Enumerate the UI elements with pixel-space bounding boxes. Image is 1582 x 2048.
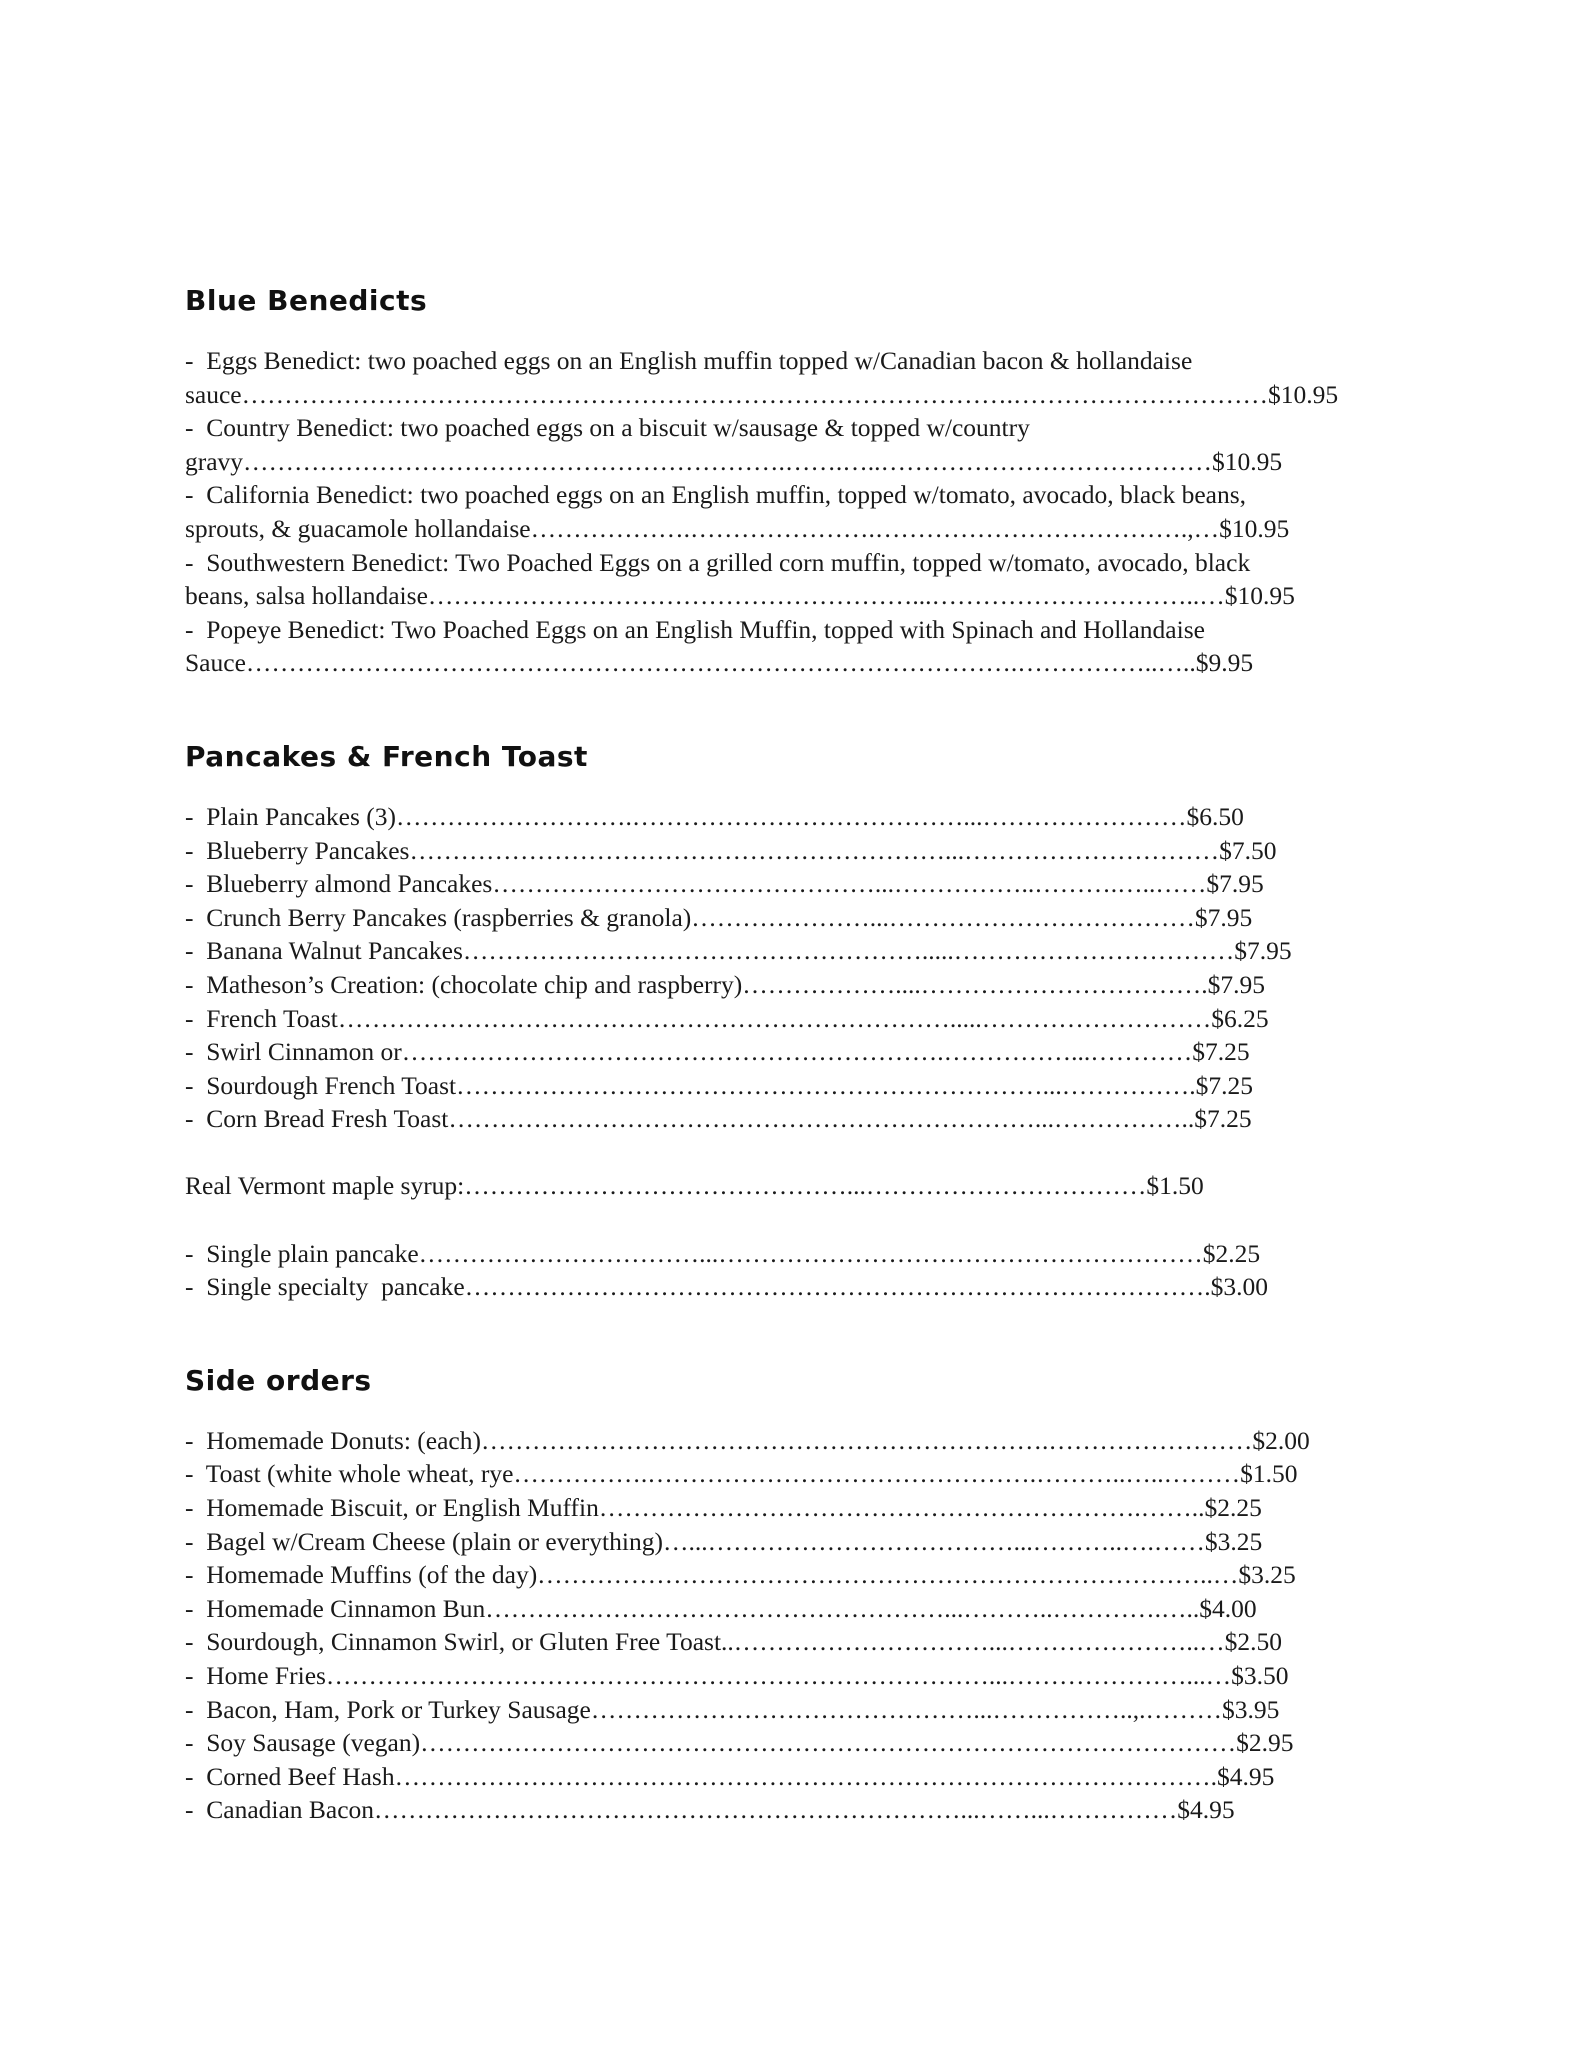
menu-line: - Bacon, Ham, Pork or Turkey Sausage………………………………………...……………..,.………$3.95 bbox=[185, 1694, 1280, 1724]
section-title: Blue Benedicts bbox=[185, 284, 428, 317]
menu-line: - Sourdough, Cinnamon Swirl, or Gluten Free Toast..…………………………...…………………..…$2.50 bbox=[185, 1627, 1283, 1657]
section-title: Pancakes & French Toast bbox=[185, 739, 588, 773]
section-title: Side orders bbox=[185, 1363, 372, 1397]
menu-line: - Homemade Donuts: (each)………………………………………………………….……………………$2.00 bbox=[185, 1425, 1310, 1455]
menu-line: - Blueberry almond Pancakes………………………………………...……………..……….…..……$7.95 bbox=[185, 869, 1264, 899]
section-pancakes-french-toast bbox=[185, 726, 1385, 1304]
menu-line: - Home Fries……………………………………………………………………...…………………...…$3.50 bbox=[185, 1661, 1289, 1690]
menu-line: - Matheson’s Creation: (chocolate chip and raspberry)………………....…………………………….$7.95 bbox=[185, 969, 1266, 999]
menu-line: sauce……………………………………………………………………………….…………………………$10.95 bbox=[185, 379, 1339, 409]
menu-line: Sauce……………………………………………………………………………….……………..…..$9.95 bbox=[185, 648, 1254, 678]
menu-line: - Homemade Biscuit, or English Muffin……………………………………………………….……..$2.25 bbox=[185, 1493, 1262, 1523]
menu-line: - Popeye Benedict: Two Poached Eggs on an English Muffin, topped with Spinach and Hollandaise bbox=[185, 614, 1205, 644]
menu-line-syrup: Real Vermont maple syrup:………………………………………...……………………………$1.50 bbox=[185, 1171, 1204, 1201]
section-side-orders bbox=[185, 1350, 1385, 1827]
menu-line: - Eggs Benedict: two poached eggs on an English muffin topped w/Canadian bacon & hollandaise bbox=[185, 346, 1193, 375]
menu-line: - Homemade Muffins (of the day)……………………………………………………………………..…$3.25 bbox=[185, 1560, 1296, 1590]
menu-line: beans, salsa hollandaise…………………………………………………...…………………………..…$10.95 bbox=[185, 581, 1295, 611]
menu-line: - Country Benedict: two poached eggs on a biscuit w/sausage & topped w/country bbox=[185, 413, 1030, 443]
menu-line: - Single specialty pancake…………………………………………………………………………….$3.00 bbox=[185, 1272, 1268, 1302]
menu-line: - Homemade Cinnamon Bun………………………………………………...………..………….…..$4.00 bbox=[185, 1593, 1257, 1623]
menu-line: - Banana Walnut Pancakes……………………………………………….....……………………………$7.95 bbox=[185, 936, 1292, 966]
menu-line: - French Toast……………………………………………………………….....………………………$6.25 bbox=[185, 1003, 1269, 1033]
menu-line: - Single plain pancake……………………………...…………………………………………………$2.25 bbox=[185, 1238, 1261, 1268]
menu-line: - Crunch Berry Pancakes (raspberries & granola)…………………...………………………………$7.95 bbox=[185, 902, 1253, 932]
menu-line: gravy……………………………………………………….…….…..…………………………………$10.95 bbox=[185, 446, 1283, 476]
menu-line: - Swirl Cinnamon or……………………………………………………….……………...…………$7.25 bbox=[185, 1037, 1250, 1067]
menu-line: - Canadian Bacon……………………………………………………………...……...……………$4.95 bbox=[185, 1795, 1235, 1825]
menu-line: - Southwestern Benedict: Two Poached Eggs on a grilled corn muffin, topped w/tomato, avocado, black bbox=[185, 547, 1251, 577]
menu-line: - Corn Bread Fresh Toast……………………………………………………………...……………..$7.25 bbox=[185, 1104, 1252, 1134]
menu-line: - Corned Beef Hash…………………………………………………………………………………….$4.95 bbox=[185, 1761, 1275, 1791]
menu-content bbox=[185, 270, 1385, 1827]
menu-line: - Sourdough French Toast……………………………………………………………...…………….$7.25 bbox=[185, 1070, 1254, 1100]
menu-line: - Toast (white whole wheat, rye…………….……………………………………….………..…..………$1.50 bbox=[185, 1459, 1298, 1489]
section-blue-benedicts bbox=[185, 270, 1385, 680]
menu-line: - Bagel w/Cream Cheese (plain or everything)…...………………………………...………..….……$3.25 bbox=[185, 1526, 1263, 1556]
menu-line: - Blueberry Pancakes………………………………………………………...…………………………$7.50 bbox=[185, 835, 1277, 865]
menu-line: - Plain Pancakes (3)……………………….…………………………………...……………………$6.50 bbox=[185, 801, 1244, 831]
menu-line: - California Benedict: two poached eggs on an English muffin, topped w/tomato, avocado, black beans, bbox=[185, 480, 1247, 510]
menu-line: - Soy Sausage (vegan)……………………………………………………………………………………$2.95 bbox=[185, 1728, 1294, 1758]
menu-line: sprouts, & guacamole hollandaise……………….………………….……………………………….,…$10.95 bbox=[185, 513, 1290, 543]
